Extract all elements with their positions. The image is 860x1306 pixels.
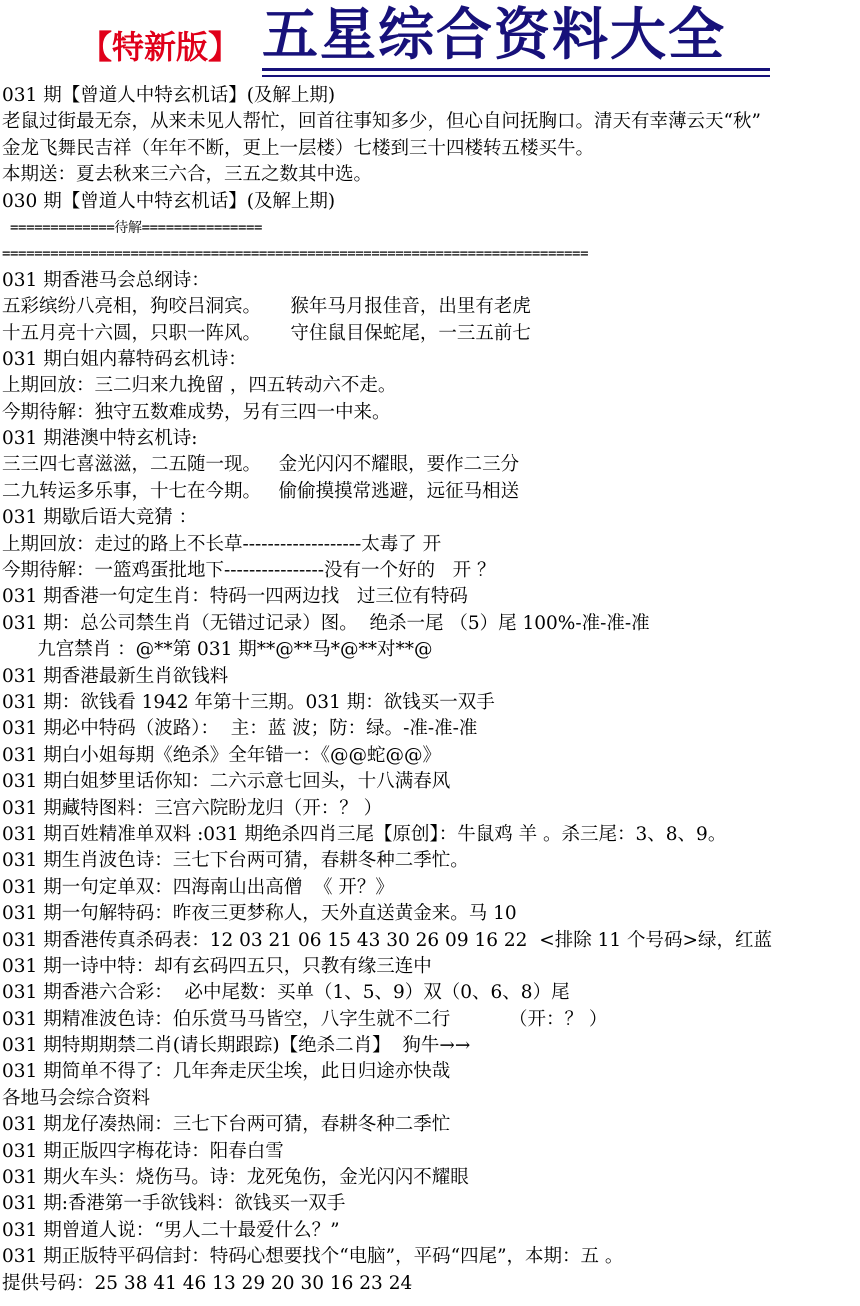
text-line: 031 期一句定单双：四海南山出高僧 《 开？》	[2, 876, 394, 898]
text-line: 本期送：夏去秋来三六合，三五之数其中选。	[2, 164, 373, 186]
page-header	[0, 0, 860, 82]
text-line: 九宫禁肖 ：@**第 031 期**@**马*@**对**@	[2, 639, 433, 661]
text-line: 031 期歇后语大竞猜 ：	[2, 507, 198, 529]
text-line: 030 期【曾道人中特玄机话】(及解上期)	[2, 190, 336, 212]
text-line: 031 期火车头：烧伤马。诗：龙死兔伤，金光闪闪不耀眼	[2, 1167, 469, 1189]
text-line: 上期回放：走过的路上不长草-------------------太毒了 开	[2, 533, 442, 555]
text-line: 031 期：欲钱看 1942 年第十三期。031 期：欲钱买一双手	[2, 691, 495, 713]
text-line: 031 期正版特平码信封：特码心想要找个“电脑”，平码“四尾”，本期：五 。	[2, 1246, 624, 1268]
text-line: 老鼠过街最无奈，从来未见人帮忙，回首往事知多少，但心自问抚胸口。清天有幸薄云天“秋”	[2, 111, 761, 133]
text-line: 031 期一句解特码：昨夜三更梦称人，天外直送黄金来。马 10	[2, 903, 517, 925]
separator-line: =========================================================================	[2, 246, 589, 263]
separator-line: =============待解===============	[2, 219, 263, 236]
title-underline	[262, 68, 770, 71]
edition-badge: 【特新版】	[80, 28, 241, 66]
title-underline-secondary	[262, 75, 770, 77]
text-line: 各地马会综合资料	[2, 1087, 151, 1109]
text-line: 031 期一诗中特：却有玄码四五只，只教有缘三连中	[2, 955, 432, 977]
text-line: 031 期香港传真杀码表：12 03 21 06 15 43 30 26 09 16 22 <排除 11 个号码>绿，红蓝	[2, 929, 773, 951]
text-line: 031 期特期期禁二肖(请长期跟踪)【绝杀二肖】 狗牛→→	[2, 1035, 471, 1057]
text-line: 031 期白姐梦里话你知：二六示意七回头，十八满春风	[2, 771, 451, 793]
text-line: 031 期【曾道人中特玄机话】(及解上期)	[2, 85, 336, 106]
text-line: 031 期:香港第一手欲钱料：欲钱买一双手	[2, 1193, 346, 1215]
text-line: 031 期香港最新生肖欲钱料	[2, 665, 229, 687]
text-line: 三三四七喜滋滋，二五随一现。 金光闪闪不耀眼，要作二三分	[2, 454, 520, 476]
text-line: 十五月亮十六圆，只职一阵风。 守住鼠目保蛇尾，一三五前七	[2, 322, 531, 344]
text-line: 031 期香港六合彩： 必中尾数：买单（1、5、9）双（0、6、8）尾	[2, 982, 570, 1004]
text-line: 031 期曾道人说：“男人二十最爱什么？”	[2, 1219, 340, 1241]
text-line: 今期待解：一篮鸡蛋批地下----------------没有一个好的 开 ？	[2, 560, 496, 582]
text-line: 提供号码：25 38 41 46 13 29 20 30 16 23 24	[2, 1272, 413, 1294]
text-line: 031 期生肖波色诗：三七下台两可猜，春耕冬种二季忙。	[2, 850, 469, 872]
document-body	[2, 83, 860, 1297]
text-line: 上期回放：三二归来九挽留 ，四五转动六不走。	[2, 375, 397, 397]
text-line: 金龙飞舞民吉祥（年年不断，更上一层楼）七楼到三十四楼转五楼买牛。	[2, 137, 595, 159]
text-line: 031 期百姓精准单双料 :031 期绝杀四肖三尾【原创】：牛鼠鸡 羊 。杀三尾：3、8、9。	[2, 823, 727, 845]
text-line: 031 期香港马会总纲诗：	[2, 269, 210, 291]
text-line: 031 期藏特图料：三宫六院盼龙归（开：？ ）	[2, 797, 383, 819]
text-line: 031 期简单不得了：几年奔走厌尘埃，此日归途亦快哉	[2, 1061, 451, 1083]
text-line: 031 期正版四字梅花诗：阳春白雪	[2, 1140, 284, 1162]
page-title: 五星综合资料大全	[262, 2, 726, 68]
text-line: 031 期精准波色诗：伯乐赏马马皆空，八字生就不二行 （开：？ ）	[2, 1008, 608, 1030]
text-line: 031 期香港一句定生肖：特码一四两边找 过三位有特码	[2, 586, 468, 608]
text-line: 031 期港澳中特玄机诗:	[2, 428, 198, 450]
text-line: 031 期龙仔凑热闹：三七下台两可猜，春耕冬种二季忙	[2, 1114, 451, 1136]
text-line: 031 期：总公司禁生肖（无错过记录）图。 绝杀一尾 （5）尾 100%-准-准-准	[2, 612, 650, 634]
text-line: 031 期必中特码（波路）： 主：蓝 波；防：绿。-准-准-准	[2, 718, 478, 740]
text-line: 031 期白姐内幕特码玄机诗：	[2, 348, 247, 370]
text-line: 二九转运多乐事，十七在今期。 偷偷摸摸常逃避，远征马相送	[2, 480, 520, 502]
text-line: 今期待解：独守五数难成势，另有三四一中来。	[2, 401, 391, 423]
text-line: 五彩缤纷八亮相，狗咬吕洞宾。 猴年马月报佳音，出里有老虎	[2, 296, 531, 318]
text-line: 031 期白小姐每期《绝杀》全年错一：《@@蛇@@》	[2, 744, 441, 766]
